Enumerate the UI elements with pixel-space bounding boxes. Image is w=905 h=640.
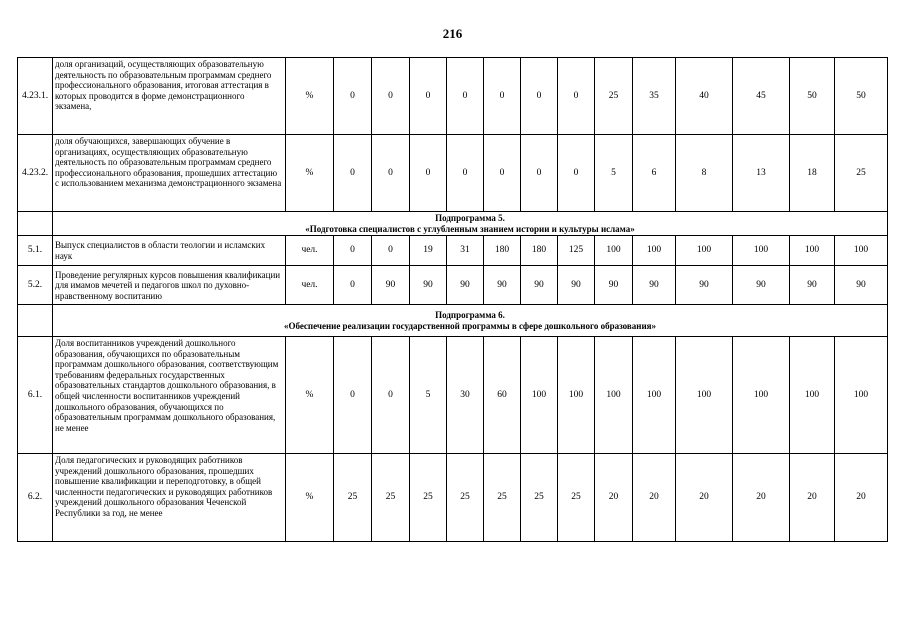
row-number: 5.1. — [18, 236, 53, 266]
value-cell: 25 — [334, 454, 372, 542]
value-cell: 20 — [676, 454, 733, 542]
value-cell: 100 — [790, 337, 835, 454]
value-cell: 20 — [790, 454, 835, 542]
table-row — [18, 337, 888, 454]
value-cell: 0 — [334, 266, 372, 305]
value-cell: 0 — [334, 135, 372, 212]
value-cell: 25 — [484, 454, 521, 542]
value-cell: 0 — [372, 58, 410, 135]
value-cell: 100 — [676, 236, 733, 266]
indicators-table — [17, 57, 888, 542]
section-heading — [53, 212, 888, 236]
value-cell: 20 — [633, 454, 676, 542]
value-cell: 125 — [558, 236, 595, 266]
value-cell: 30 — [447, 337, 484, 454]
value-cell: 100 — [835, 236, 888, 266]
value-cell: 25 — [447, 454, 484, 542]
value-cell: 20 — [595, 454, 633, 542]
row-description: доля обучающихся, завершающих обучение в организациях, осуществляющих образовательную деятельность по образовательным программам среднего профессионального образования, прошедших аттестацию с использованием механизма демонстрационного экзамена — [53, 135, 286, 212]
value-cell: 100 — [733, 337, 790, 454]
table-row — [18, 454, 888, 542]
value-cell: 19 — [410, 236, 447, 266]
section-title: Подпрограмма 6. — [435, 309, 505, 320]
section-title: Подпрограмма 5. — [435, 212, 505, 223]
value-cell: 18 — [790, 135, 835, 212]
value-cell: 0 — [558, 135, 595, 212]
value-cell: 25 — [558, 454, 595, 542]
section-num-cell — [18, 212, 53, 236]
value-cell: 0 — [484, 135, 521, 212]
value-cell: 25 — [835, 135, 888, 212]
value-cell: 0 — [372, 236, 410, 266]
value-cell: 13 — [733, 135, 790, 212]
value-cell: 6 — [633, 135, 676, 212]
value-cell: 0 — [334, 58, 372, 135]
value-cell: 25 — [410, 454, 447, 542]
row-unit: % — [286, 58, 334, 135]
value-cell: 100 — [595, 337, 633, 454]
value-cell: 0 — [372, 337, 410, 454]
value-cell: 90 — [633, 266, 676, 305]
section-num-cell — [18, 305, 53, 337]
section-subtitle: «Обеспечение реализации государственной программы в сфере дошкольного образования» — [283, 320, 657, 331]
section-row — [18, 305, 888, 337]
value-cell: 100 — [595, 236, 633, 266]
row-unit: % — [286, 135, 334, 212]
value-cell: 100 — [633, 236, 676, 266]
value-cell: 0 — [484, 58, 521, 135]
row-number: 4.23.1. — [18, 58, 53, 135]
value-cell: 8 — [676, 135, 733, 212]
value-cell: 0 — [521, 58, 558, 135]
value-cell: 180 — [521, 236, 558, 266]
table-row — [18, 266, 888, 305]
row-description: доля организаций, осуществляющих образовательную деятельность по образовательным программам среднего профессионального образования, итоговая аттестация в которых проводится в форме демонстрационного экзамена, — [53, 58, 286, 135]
row-description: Выпуск специалистов в области теологии и исламских наук — [53, 236, 286, 266]
value-cell: 90 — [372, 266, 410, 305]
value-cell: 180 — [484, 236, 521, 266]
value-cell: 90 — [835, 266, 888, 305]
value-cell: 45 — [733, 58, 790, 135]
value-cell: 31 — [447, 236, 484, 266]
row-unit: чел. — [286, 236, 334, 266]
value-cell: 90 — [447, 266, 484, 305]
value-cell: 0 — [372, 135, 410, 212]
value-cell: 90 — [676, 266, 733, 305]
value-cell: 100 — [790, 236, 835, 266]
row-number: 6.1. — [18, 337, 53, 454]
value-cell: 0 — [334, 337, 372, 454]
value-cell: 25 — [372, 454, 410, 542]
row-number: 4.23.2. — [18, 135, 53, 212]
value-cell: 100 — [835, 337, 888, 454]
value-cell: 0 — [447, 135, 484, 212]
row-number: 6.2. — [18, 454, 53, 542]
value-cell: 5 — [595, 135, 633, 212]
value-cell: 0 — [521, 135, 558, 212]
row-unit: % — [286, 454, 334, 542]
value-cell: 50 — [835, 58, 888, 135]
row-unit: чел. — [286, 266, 334, 305]
table-row — [18, 58, 888, 135]
section-row — [18, 212, 888, 236]
row-description: Доля педагогических и руководящих работников учреждений дошкольного образования, прошедших повышение квалификации и переподготовку, в общей численности педагогических и руководящих работников учреждений дошкольного образования Чеченской Республики за год, не менее — [53, 454, 286, 542]
value-cell: 40 — [676, 58, 733, 135]
value-cell: 100 — [633, 337, 676, 454]
table-row — [18, 135, 888, 212]
value-cell: 20 — [733, 454, 790, 542]
value-cell: 0 — [558, 58, 595, 135]
value-cell: 0 — [410, 58, 447, 135]
value-cell: 90 — [521, 266, 558, 305]
value-cell: 90 — [595, 266, 633, 305]
row-unit: % — [286, 337, 334, 454]
value-cell: 5 — [410, 337, 447, 454]
value-cell: 25 — [521, 454, 558, 542]
value-cell: 90 — [790, 266, 835, 305]
value-cell: 60 — [484, 337, 521, 454]
value-cell: 50 — [790, 58, 835, 135]
row-number: 5.2. — [18, 266, 53, 305]
row-description: Доля воспитанников учреждений дошкольного образования, обучающихся по образовательным программам дошкольного образования, соответствующим требованиям федеральных государственных образовательных стандартов дошкольного образования, в общей численности воспитанников учреждений дошкольного образования, обучающихся по образовательным программам дошкольного образования, не менее — [53, 337, 286, 454]
value-cell: 100 — [558, 337, 595, 454]
value-cell: 0 — [410, 135, 447, 212]
value-cell: 25 — [595, 58, 633, 135]
section-subtitle: «Подготовка специалистов с углубленным знанием истории и культуры ислама» — [305, 223, 635, 234]
value-cell: 90 — [410, 266, 447, 305]
value-cell: 20 — [835, 454, 888, 542]
value-cell: 90 — [558, 266, 595, 305]
page-number: 216 — [442, 26, 463, 41]
table-body — [18, 58, 888, 542]
value-cell: 0 — [447, 58, 484, 135]
value-cell: 35 — [633, 58, 676, 135]
value-cell: 90 — [484, 266, 521, 305]
value-cell: 0 — [334, 236, 372, 266]
table-row — [18, 236, 888, 266]
section-heading — [53, 305, 888, 337]
value-cell: 100 — [733, 236, 790, 266]
value-cell: 90 — [733, 266, 790, 305]
value-cell: 100 — [521, 337, 558, 454]
value-cell: 100 — [676, 337, 733, 454]
row-description: Проведение регулярных курсов повышения квалификации для имамов мечетей и педагогов школ по духовно-нравственному воспитанию — [53, 266, 286, 305]
